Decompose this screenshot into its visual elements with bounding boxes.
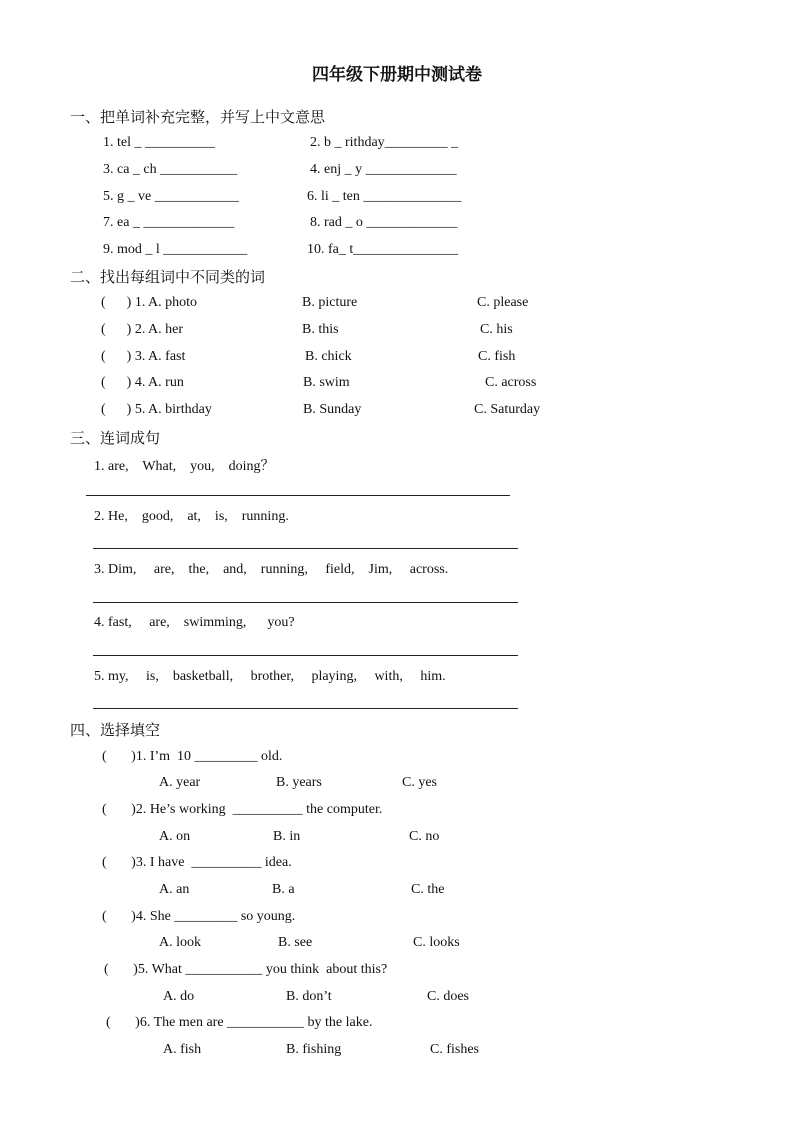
s1-item-7: 7. ea _ _____________ [103, 215, 235, 230]
s2-q4: ( ) 4. A. run [101, 375, 184, 390]
s2-q5-b: B. Sunday [303, 402, 362, 417]
s4-q1-b: B. years [276, 775, 322, 790]
s2-q3-c: C. fish [478, 349, 516, 364]
s4-q3-c: C. the [411, 882, 445, 897]
s1-item-8: 8. rad _ o _____________ [310, 215, 458, 230]
s2-q2: ( ) 2. A. her [101, 322, 184, 337]
s1-item-10: 10. fa_ t_______________ [307, 242, 459, 257]
s1-item-3: 3. ca _ ch ___________ [103, 162, 238, 177]
s3-q1: 1. are, What, you, doing？ [94, 459, 275, 474]
s4-q6: ( )6. The men are ___________ by the lake. [106, 1015, 373, 1030]
s2-q5-c: C. Saturday [474, 402, 541, 417]
s4-q2: ( )2. He’s working __________ the computer. [102, 802, 383, 817]
answer-line [93, 708, 518, 709]
s4-q2-c: C. no [409, 829, 440, 844]
s1-item-4: 4. enj _ y _____________ [310, 162, 457, 177]
section-2-heading: 二、找出每组词中不同类的词 [70, 268, 266, 286]
s3-q3: 3. Dim, are, the, and, running, field, Jim, across. [94, 562, 449, 577]
s4-q5-b: B. don’t [286, 989, 332, 1004]
s2-q3-b: B. chick [305, 349, 352, 364]
s4-q5: ( )5. What ___________ you think about this? [104, 962, 388, 977]
s4-q4-c: C. looks [413, 935, 460, 950]
s4-q4: ( )4. She _________ so young. [102, 909, 296, 924]
s4-q5-a: A. do [163, 989, 195, 1004]
s4-q5-c: C. does [427, 989, 469, 1004]
s4-q1-c: C. yes [402, 775, 437, 790]
s4-q3-b: B. a [272, 882, 295, 897]
s4-q3-a: A. an [159, 882, 190, 897]
s4-q4-b: B. see [278, 935, 313, 950]
answer-line [93, 655, 518, 656]
s2-q5: ( ) 5. A. birthday [101, 402, 212, 417]
s2-q1-c: C. please [477, 295, 529, 310]
answer-line [93, 548, 518, 549]
s2-q1-b: B. picture [302, 295, 358, 310]
s4-q6-c: C. fishes [430, 1042, 479, 1057]
s4-q2-b: B. in [273, 829, 301, 844]
section-1-heading: 一、把单词补充完整，并写上中文意思 [70, 108, 326, 126]
section-4-heading: 四、选择填空 [70, 721, 161, 739]
s4-q2-a: A. on [159, 829, 191, 844]
s4-q4-a: A. look [159, 935, 201, 950]
answer-line [86, 495, 510, 496]
s3-q4: 4. fast, are, swimming, you? [94, 615, 295, 630]
s1-item-9: 9. mod _ l ____________ [103, 242, 248, 257]
s1-item-6: 6. li _ ten ______________ [307, 189, 462, 204]
s4-q6-b: B. fishing [286, 1042, 342, 1057]
s4-q1-a: A. year [159, 775, 201, 790]
page-title: 四年级下册期中测试卷 [312, 65, 482, 85]
answer-line [93, 602, 518, 603]
s2-q2-b: B. this [302, 322, 339, 337]
s3-q2: 2. He, good, at, is, running. [94, 509, 289, 524]
s1-item-5: 5. g _ ve ____________ [103, 189, 239, 204]
s2-q2-c: C. his [480, 322, 513, 337]
s2-q4-c: C. across [485, 375, 537, 390]
section-3-heading: 三、连词成句 [70, 429, 161, 447]
s2-q1: ( ) 1. A. photo [101, 295, 198, 310]
s4-q6-a: A. fish [163, 1042, 202, 1057]
s4-q1: ( )1. I’m 10 _________ old. [102, 749, 283, 764]
s1-item-1: 1. tel _ __________ [103, 135, 215, 150]
s1-item-2: 2. b _ rithday_________ _ [310, 135, 459, 150]
s4-q3: ( )3. I have __________ idea. [102, 855, 292, 870]
s2-q4-b: B. swim [303, 375, 350, 390]
s3-q5: 5. my, is, basketball, brother, playing, with, him. [94, 669, 446, 684]
s2-q3: ( ) 3. A. fast [101, 349, 186, 364]
